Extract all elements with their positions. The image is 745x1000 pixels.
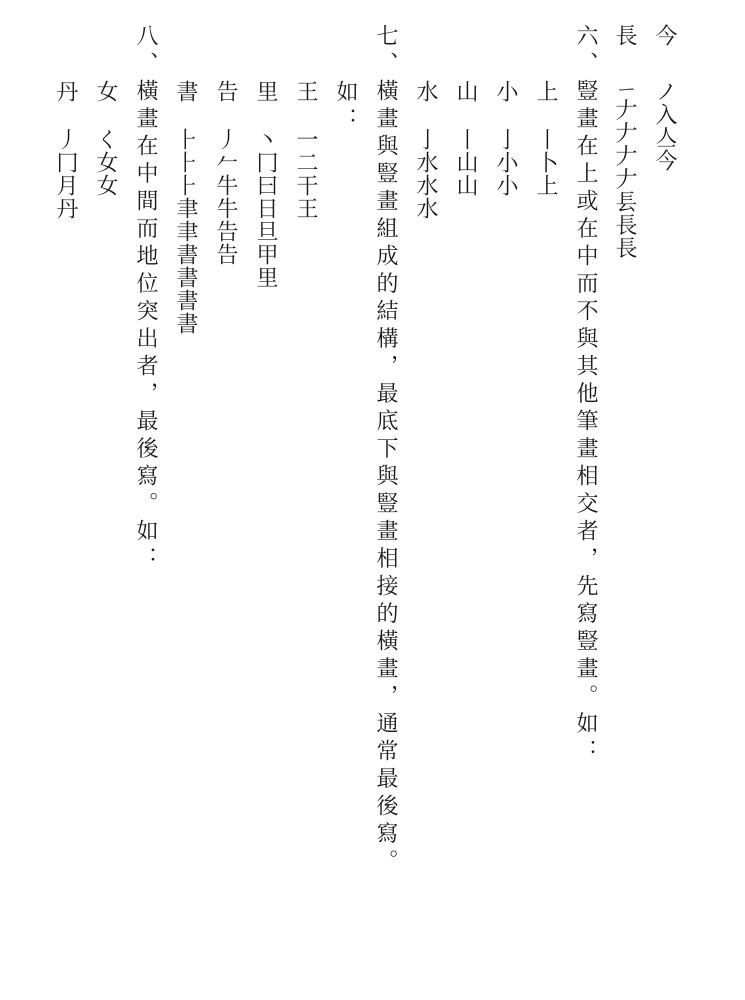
rule7-heading: 七、橫畫與豎畫組成的結構，最底下與豎畫相接的橫畫，通常最後寫。 (373, 24, 398, 877)
example-char-jin: 今 (652, 24, 677, 52)
stroke-sequence-jin: ノ入亼今 (652, 80, 677, 172)
stroke-sequence-wang: 一二干王 (293, 128, 318, 220)
rule6-heading: 六、豎畫在上或在中而不與其他筆畫相交者，先寫豎畫。如： (573, 24, 598, 767)
example-char-shui: 水 (413, 80, 438, 108)
stroke-sequence-dan: 丿冂月丹 (53, 128, 78, 220)
example-char-shan: 山 (453, 80, 478, 108)
stroke-sequence-xiao: 亅小小 (493, 128, 518, 197)
rule8-heading: 八、橫畫在中間而地位突出者，最後寫。如： (133, 24, 158, 574)
stroke-sequence-gao: 丿𠂉牛牛告告 (213, 128, 238, 266)
example-char-nu: 女 (93, 80, 118, 108)
rule7-intro: 如： (333, 80, 358, 135)
example-char-li: 里 (253, 80, 278, 108)
stroke-sequence-li: 丶冂曰日旦甲里 (253, 128, 278, 289)
stroke-sequence-nu: く女女 (93, 128, 118, 197)
example-char-chang: 長 (612, 24, 637, 52)
stroke-sequence-shu: ⺊⺊⺊聿聿書書書書 (173, 128, 198, 335)
example-char-dan: 丹 (53, 80, 78, 108)
example-char-shang: 上 (533, 80, 558, 108)
example-char-xiao: 小 (493, 80, 518, 108)
example-char-shu: 書 (173, 80, 198, 108)
example-char-wang: 王 (293, 80, 318, 108)
stroke-sequence-shui: 亅水水水 (413, 128, 438, 220)
stroke-sequence-shan: 丨山山 (453, 128, 478, 197)
stroke-sequence-chang: ㄧ𠂇𠂇𠂇𠂇镸長長 (612, 80, 637, 260)
stroke-sequence-shang: 丨卜上 (533, 128, 558, 197)
example-char-gao: 告 (213, 80, 238, 108)
